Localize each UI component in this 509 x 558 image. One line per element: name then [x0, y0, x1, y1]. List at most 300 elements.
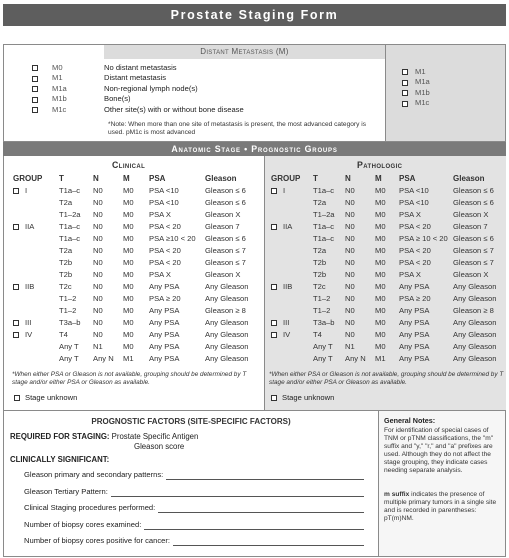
stage-group-label: III: [25, 317, 32, 327]
anatomic-stage-title: Anatomic Stage • Prognostic Groups: [3, 142, 506, 156]
stage-group-cell: [13, 209, 59, 221]
stage-row: [271, 317, 505, 329]
stage-gleason-cell: Gleason ≤ 6: [205, 233, 246, 243]
stage-group-cell: [271, 245, 313, 257]
clinical-stage-table: [13, 173, 261, 365]
stage-group-label: I: [25, 185, 28, 195]
stage-row: [13, 281, 261, 293]
clinical-title: Clinical: [112, 160, 146, 170]
m-suffix-label: m suffix: [384, 491, 410, 498]
stage-group-cell: [13, 233, 59, 245]
stage-group-cell: [13, 281, 59, 293]
stage-header-cell: Gleason: [453, 174, 485, 184]
prognostic-title: PROGNOSTIC FACTORS (SITE-SPECIFIC FACTORS): [91, 417, 291, 426]
pathologic-metastasis-code: M1: [415, 66, 426, 76]
stage-t-cell: T1–2a: [59, 209, 81, 219]
stage-group-checkbox[interactable]: [271, 332, 277, 338]
stage-header-row: [13, 173, 261, 185]
stage-gleason-cell: Gleason 7: [453, 221, 488, 231]
stage-psa-cell: PSA <10: [149, 185, 179, 195]
stage-header-cell: N: [93, 174, 99, 184]
pathologic-stage-table: [271, 173, 505, 365]
stage-n-cell: N0: [93, 293, 103, 303]
prognostic-field-label: Number of biopsy cores examined:: [24, 519, 142, 529]
prognostic-factors-section: [3, 411, 506, 557]
stage-psa-cell: Any PSA: [149, 281, 180, 291]
stage-row: [13, 269, 261, 281]
stage-m-cell: M0: [123, 293, 134, 303]
stage-row: [271, 281, 505, 293]
stage-t-cell: T3a–b: [313, 317, 335, 327]
stage-m-cell: M0: [123, 317, 134, 327]
metastasis-checkbox[interactable]: [32, 107, 38, 113]
stage-t-cell: T2b: [59, 269, 73, 279]
metastasis-note: *Note: When more than one site of metastasis is present, the most advanced category is used. pM1c is most advanced: [108, 121, 367, 136]
metastasis-row: [32, 84, 382, 94]
stage-t-cell: T1a–c: [59, 221, 81, 231]
metastasis-row: [32, 74, 382, 84]
stage-n-cell: N0: [93, 329, 103, 339]
stage-group-label: III: [283, 317, 290, 327]
pathologic-metastasis-code: M1a: [415, 77, 430, 87]
stage-n-cell: N0: [345, 293, 355, 303]
stage-t-cell: T3a–b: [59, 317, 81, 327]
stage-group-cell: [13, 305, 59, 317]
stage-psa-cell: PSA X: [399, 269, 421, 279]
stage-row: [271, 221, 505, 233]
prognostic-field: [24, 502, 364, 513]
stage-group-cell: [271, 353, 313, 365]
stage-m-cell: M0: [375, 233, 386, 243]
stage-group: [271, 331, 313, 340]
stage-group-cell: [271, 269, 313, 281]
stage-row: [13, 209, 261, 221]
stage-t-cell: T1–2a: [313, 209, 335, 219]
stage-m-cell: M0: [123, 281, 134, 291]
pathologic-metastasis-row: [402, 99, 429, 109]
pathologic-metastasis-row: [402, 78, 430, 88]
stage-t-cell: T2b: [59, 257, 73, 267]
pathologic-footnote: *When either PSA or Gleason is not available, grouping should be determined by T stage and/or either PSA or Gleason as available.: [269, 371, 504, 386]
stage-group: [271, 187, 313, 196]
metastasis-checkbox[interactable]: [32, 97, 38, 103]
stage-header-cell: T: [313, 174, 318, 184]
stage-group-label: IIB: [25, 281, 35, 291]
pathologic-stage-unknown: [271, 394, 334, 403]
stage-n-cell: Any N: [93, 353, 114, 363]
stage-t-cell: T1a–c: [59, 233, 81, 243]
metastasis-code: M0: [52, 62, 63, 72]
stage-psa-cell: PSA ≥10 < 20: [149, 233, 196, 243]
stage-group-checkbox[interactable]: [271, 320, 277, 326]
stage-n-cell: N0: [93, 209, 103, 219]
stage-header-cell: T: [59, 174, 64, 184]
stage-t-cell: T1a–c: [313, 185, 335, 195]
stage-gleason-cell: Gleason 7: [205, 221, 240, 231]
stage-n-cell: N0: [93, 245, 103, 255]
stage-m-cell: M0: [123, 305, 134, 315]
stage-m-cell: M0: [375, 221, 386, 231]
stage-n-cell: N0: [93, 233, 103, 243]
stage-m-cell: M0: [375, 185, 386, 195]
stage-t-cell: Any T: [313, 341, 333, 351]
stage-t-cell: Any T: [59, 353, 79, 363]
stage-group-label: IV: [283, 329, 291, 339]
stage-group-label: IIA: [283, 221, 293, 231]
stage-psa-cell: PSA <10: [399, 185, 429, 195]
stage-t-cell: T4: [59, 329, 68, 339]
stage-n-cell: N0: [345, 185, 355, 195]
stage-t-cell: Any T: [313, 353, 333, 363]
stage-gleason-cell: Gleason ≤ 6: [205, 185, 246, 195]
stage-m-cell: M0: [123, 329, 134, 339]
stage-group-cell: [13, 353, 59, 365]
metastasis-description: Bone(s): [104, 94, 131, 104]
stage-m-cell: M0: [123, 209, 134, 219]
prognostic-field-input[interactable]: [158, 505, 364, 513]
stage-t-cell: T1–2: [59, 293, 77, 303]
stage-n-cell: Any N: [345, 353, 366, 363]
pathologic-metastasis-row: [402, 67, 426, 77]
stage-psa-cell: Any PSA: [399, 317, 430, 327]
stage-row: [271, 185, 505, 197]
pathologic-metastasis-row: [402, 88, 430, 98]
stage-group-cell: [271, 197, 313, 209]
stage-group-cell: [13, 329, 59, 341]
stage-header-cell: PSA: [399, 174, 416, 184]
stage-psa-cell: Any PSA: [399, 305, 430, 315]
stage-group-checkbox[interactable]: [13, 188, 19, 194]
stage-group-cell: [13, 221, 59, 233]
stage-gleason-cell: Gleason ≥ 8: [453, 305, 494, 315]
pathologic-metastasis-panel: [385, 45, 505, 141]
metastasis-code: M1c: [52, 104, 67, 114]
metastasis-checkbox[interactable]: [32, 65, 38, 71]
stage-group-checkbox[interactable]: [271, 284, 277, 290]
stage-m-cell: M0: [123, 257, 134, 267]
stage-gleason-cell: Any Gleason: [205, 341, 249, 351]
stage-unknown-label: Stage unknown: [25, 393, 78, 402]
stage-m-cell: M0: [123, 221, 134, 231]
stage-n-cell: N0: [345, 245, 355, 255]
stage-row: [271, 341, 505, 353]
stage-unknown-checkbox[interactable]: [271, 395, 277, 401]
stage-gleason-cell: Gleason ≤ 6: [205, 197, 246, 207]
stage-gleason-cell: Any Gleason: [453, 329, 497, 339]
prognostic-field-label: Gleason primary and secondary patterns:: [24, 470, 164, 480]
stage-header-cell: Gleason: [205, 174, 237, 184]
stage-group-cell: [271, 317, 313, 329]
stage-n-cell: N0: [93, 305, 103, 315]
stage-m-cell: M0: [123, 185, 134, 195]
stage-gleason-cell: Gleason ≥ 8: [205, 305, 246, 315]
stage-psa-cell: PSA < 20: [399, 257, 431, 267]
stage-n-cell: N0: [93, 185, 103, 195]
stage-psa-cell: Any PSA: [149, 329, 180, 339]
stage-group-checkbox[interactable]: [13, 284, 19, 290]
stage-n-cell: N0: [93, 317, 103, 327]
general-notes-panel: [378, 411, 505, 556]
stage-gleason-cell: Gleason ≤ 7: [453, 257, 494, 267]
metastasis-checkbox[interactable]: [32, 86, 38, 92]
stage-group: [13, 283, 59, 292]
pathologic-metastasis-checkbox[interactable]: [402, 69, 408, 75]
stage-m-cell: M1: [375, 353, 386, 363]
pathologic-metastasis-code: M1b: [415, 87, 430, 97]
stage-group-cell: [13, 269, 59, 281]
stage-n-cell: N0: [345, 233, 355, 243]
stage-gleason-cell: Any Gleason: [453, 353, 497, 363]
stage-t-cell: T2c: [59, 281, 72, 291]
stage-m-cell: M0: [375, 341, 386, 351]
stage-gleason-cell: Any Gleason: [453, 281, 497, 291]
stage-t-cell: T2a: [59, 245, 73, 255]
required-item-gleason: Gleason score: [134, 442, 185, 451]
stage-gleason-cell: Any Gleason: [205, 329, 249, 339]
prognostic-field: [24, 535, 364, 546]
stage-psa-cell: PSA ≥ 20: [149, 293, 181, 303]
stage-m-cell: M0: [123, 245, 134, 255]
prognostic-field-label: Gleason Tertiary Pattern:: [24, 486, 108, 496]
stage-group-cell: [271, 329, 313, 341]
stage-m-cell: M1: [123, 353, 134, 363]
stage-group: [13, 331, 59, 340]
stage-psa-cell: Any PSA: [149, 341, 180, 351]
metastasis-description: Other site(s) with or without bone disease: [104, 104, 244, 114]
stage-row: [13, 305, 261, 317]
stage-row: [271, 245, 505, 257]
pathologic-metastasis-code: M1c: [415, 98, 430, 108]
stage-header-cell: M: [123, 174, 130, 184]
stage-group: [13, 223, 59, 232]
stage-gleason-cell: Gleason ≤ 7: [205, 257, 246, 267]
clinical-footnote: *When either PSA or Gleason is not available, grouping should be determined by T stage and/or either PSA or Gleason as available.: [12, 371, 247, 386]
stage-psa-cell: Any PSA: [149, 317, 180, 327]
stage-group-cell: [13, 245, 59, 257]
stage-m-cell: M0: [375, 281, 386, 291]
required-item-psa: Prostate Specific Antigen: [111, 432, 199, 441]
stage-header-cell: N: [345, 174, 351, 184]
stage-row: [271, 209, 505, 221]
prognostic-field-input[interactable]: [173, 538, 364, 546]
stage-group-checkbox[interactable]: [13, 332, 19, 338]
distant-metastasis-title: Distant Metastasis (M): [104, 45, 385, 59]
stage-gleason-cell: Any Gleason: [453, 293, 497, 303]
stage-header-row: [271, 173, 505, 185]
stage-header-cell: PSA: [149, 174, 166, 184]
stage-gleason-cell: Gleason X: [205, 269, 241, 279]
stage-gleason-cell: Any Gleason: [205, 317, 249, 327]
stage-n-cell: N0: [93, 197, 103, 207]
metastasis-description: Distant metastasis: [104, 73, 167, 83]
general-notes-text: For identification of special cases of TNM or pTNM classifications, the "m" suffix and "y," "r," and "a" prefixes are used. Although they do not affect the stage grouping, they indicate cases needing separate analysis.: [384, 427, 494, 475]
stage-row: [13, 197, 261, 209]
stage-psa-cell: PSA X: [399, 209, 421, 219]
stage-t-cell: T4: [313, 329, 322, 339]
stage-gleason-cell: Any Gleason: [205, 281, 249, 291]
stage-group-cell: [13, 317, 59, 329]
clinical-stage-panel: [4, 156, 264, 410]
stage-row: [13, 353, 261, 365]
distant-metastasis-section: [3, 44, 506, 142]
stage-t-cell: T2a: [313, 197, 327, 207]
general-notes-title: General Notes:: [384, 416, 436, 425]
stage-row: [271, 293, 505, 305]
stage-row: [271, 197, 505, 209]
stage-group-label: I: [283, 185, 286, 195]
stage-row: [13, 221, 261, 233]
stage-n-cell: N0: [345, 257, 355, 267]
stage-n-cell: N0: [345, 305, 355, 315]
stage-n-cell: N0: [345, 317, 355, 327]
stage-gleason-cell: Gleason X: [205, 209, 241, 219]
prognostic-field: [24, 519, 364, 530]
stage-gleason-cell: Any Gleason: [205, 293, 249, 303]
metastasis-code: M1a: [52, 83, 67, 93]
required-label: REQUIRED FOR STAGING:: [10, 432, 110, 441]
pathologic-stage-panel: [264, 156, 506, 410]
stage-n-cell: N1: [345, 341, 355, 351]
stage-n-cell: N0: [345, 221, 355, 231]
stage-row: [13, 329, 261, 341]
stage-group-cell: [271, 305, 313, 317]
stage-group-label: IV: [25, 329, 33, 339]
prognostic-field-label: Clinical Staging procedures performed:: [24, 503, 156, 513]
stage-n-cell: N0: [93, 281, 103, 291]
prognostic-field-input[interactable]: [166, 472, 364, 480]
stage-t-cell: T2a: [59, 197, 73, 207]
stage-header-cell: GROUP: [13, 174, 43, 184]
stage-group-cell: [271, 341, 313, 353]
stage-row: [13, 257, 261, 269]
stage-t-cell: Any T: [59, 341, 79, 351]
stage-gleason-cell: Gleason X: [453, 209, 489, 219]
stage-unknown-label: Stage unknown: [282, 393, 335, 402]
stage-header-cell: M: [375, 174, 382, 184]
pathologic-metastasis-checkbox[interactable]: [402, 101, 408, 107]
stage-row: [13, 185, 261, 197]
stage-t-cell: T1–2: [313, 305, 331, 315]
stage-t-cell: T2a: [313, 245, 327, 255]
stage-row: [13, 233, 261, 245]
stage-m-cell: M0: [123, 197, 134, 207]
stage-psa-cell: PSA X: [149, 269, 171, 279]
m-suffix-text: indicates the presence of multiple primary tumors in a single site and is recorded in parentheses: pT(m)NM.: [384, 491, 497, 523]
stage-psa-cell: Any PSA: [149, 353, 180, 363]
prognostic-field-label: Number of biopsy cores positive for cancer:: [24, 536, 171, 546]
stage-psa-cell: PSA < 20: [149, 257, 181, 267]
stage-m-cell: M0: [123, 233, 134, 243]
stage-m-cell: M0: [375, 245, 386, 255]
stage-psa-cell: PSA < 20: [149, 245, 181, 255]
stage-gleason-cell: Any Gleason: [453, 341, 497, 351]
stage-psa-cell: Any PSA: [399, 281, 430, 291]
stage-group-cell: [271, 233, 313, 245]
stage-row: [271, 305, 505, 317]
stage-group-cell: [13, 185, 59, 197]
stage-row: [271, 269, 505, 281]
stage-t-cell: T1–2: [313, 293, 331, 303]
prognostic-field: [24, 486, 364, 497]
stage-t-cell: T1–2: [59, 305, 77, 315]
clinically-significant-label: CLINICALLY SIGNIFICANT:: [10, 455, 110, 464]
stage-group: [13, 319, 59, 328]
pathologic-metastasis-checkbox[interactable]: [402, 80, 408, 86]
stage-group-label: IIB: [283, 281, 293, 291]
metastasis-checkbox[interactable]: [32, 76, 38, 82]
stage-group-label: IIA: [25, 221, 35, 231]
stage-m-cell: M0: [123, 269, 134, 279]
stage-n-cell: N0: [345, 329, 355, 339]
stage-group-cell: [271, 293, 313, 305]
anatomic-stage-section: [3, 156, 506, 411]
stage-group: [13, 187, 59, 196]
stage-gleason-cell: Gleason X: [453, 269, 489, 279]
stage-gleason-cell: Gleason ≤ 7: [453, 245, 494, 255]
stage-group: [271, 319, 313, 328]
stage-row: [13, 317, 261, 329]
stage-gleason-cell: Gleason ≤ 6: [453, 197, 494, 207]
stage-n-cell: N0: [93, 221, 103, 231]
stage-group-checkbox[interactable]: [13, 224, 19, 230]
stage-row: [271, 257, 505, 269]
stage-psa-cell: PSA X: [149, 209, 171, 219]
stage-psa-cell: Any PSA: [399, 329, 430, 339]
prognostic-field: [24, 469, 364, 480]
pathologic-metastasis-checkbox[interactable]: [402, 90, 408, 96]
stage-group-cell: [271, 257, 313, 269]
stage-psa-cell: Any PSA: [149, 305, 180, 315]
stage-n-cell: N0: [93, 257, 103, 267]
stage-m-cell: M0: [375, 317, 386, 327]
stage-n-cell: N1: [93, 341, 103, 351]
stage-gleason-cell: Gleason ≤ 7: [205, 245, 246, 255]
stage-unknown-checkbox[interactable]: [14, 395, 20, 401]
prognostic-field-input[interactable]: [111, 489, 364, 497]
stage-n-cell: N0: [345, 197, 355, 207]
stage-row: [271, 353, 505, 365]
stage-psa-cell: Any PSA: [399, 353, 430, 363]
stage-group-checkbox[interactable]: [271, 188, 277, 194]
prognostic-main: [4, 411, 378, 556]
stage-psa-cell: PSA < 20: [149, 221, 181, 231]
stage-gleason-cell: Gleason ≤ 6: [453, 233, 494, 243]
metastasis-code: M1: [52, 73, 63, 83]
stage-group-cell: [271, 221, 313, 233]
stage-group: [271, 223, 313, 232]
prognostic-field-input[interactable]: [144, 522, 364, 530]
stage-row: [271, 233, 505, 245]
stage-m-cell: M0: [375, 293, 386, 303]
stage-gleason-cell: Any Gleason: [205, 353, 249, 363]
stage-group-cell: [271, 185, 313, 197]
stage-psa-cell: PSA <10: [149, 197, 179, 207]
stage-group: [271, 283, 313, 292]
m-suffix-note: [384, 491, 502, 523]
stage-group-checkbox[interactable]: [13, 320, 19, 326]
stage-m-cell: M0: [375, 197, 386, 207]
stage-n-cell: N0: [93, 269, 103, 279]
stage-row: [13, 293, 261, 305]
metastasis-row: [32, 105, 382, 115]
stage-psa-cell: PSA < 20: [399, 221, 431, 231]
stage-psa-cell: Any PSA: [399, 341, 430, 351]
stage-group-cell: [13, 197, 59, 209]
metastasis-row: [32, 95, 382, 105]
metastasis-code: M1b: [52, 94, 67, 104]
stage-group-checkbox[interactable]: [271, 224, 277, 230]
stage-m-cell: M0: [375, 305, 386, 315]
